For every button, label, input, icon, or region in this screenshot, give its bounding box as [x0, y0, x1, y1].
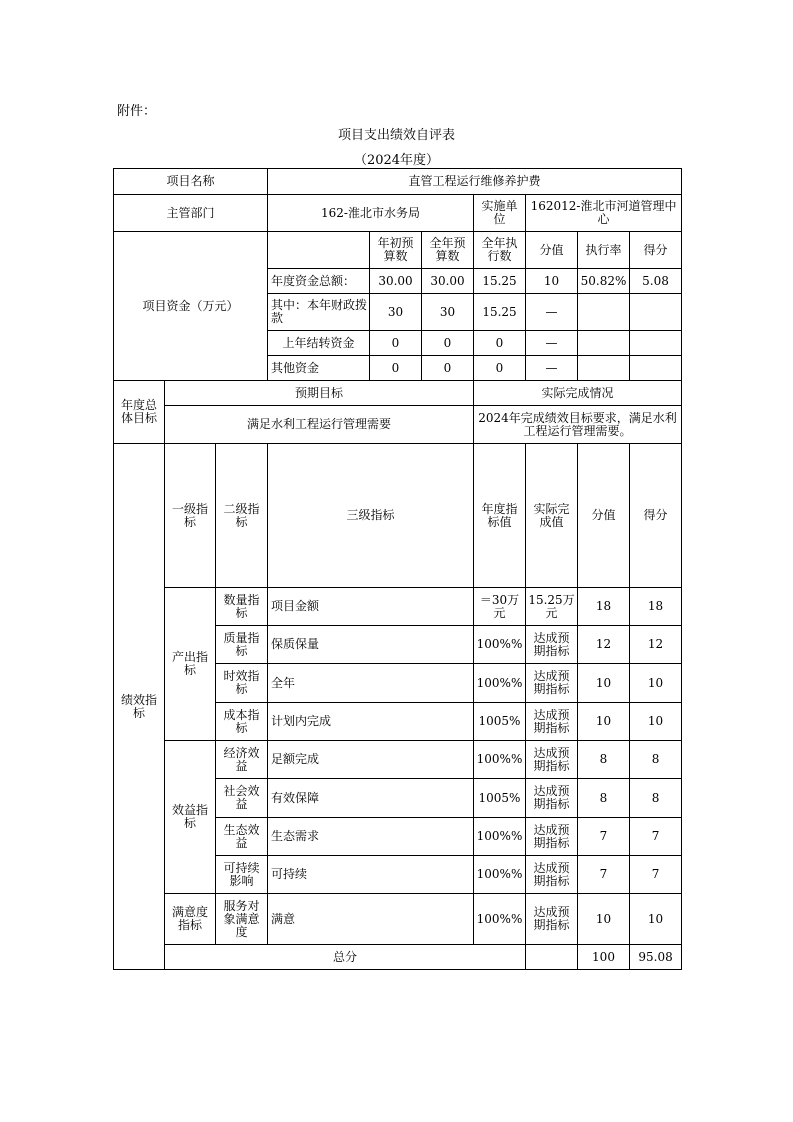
perf-target: 100%%: [474, 626, 526, 664]
perf-level3: 项目金额: [268, 588, 474, 626]
funds-cell: 30.00: [422, 269, 474, 294]
funds-cell: 15.25: [474, 269, 526, 294]
perf-row: [114, 894, 682, 945]
goals-actual-value: 2024年完成绩效目标要求，满足水利工程运行管理需要。: [474, 406, 682, 444]
perf-got: 8: [630, 779, 682, 818]
funds-cell: [578, 331, 630, 356]
funds-cell: 0: [422, 331, 474, 356]
total-blank: [526, 945, 578, 970]
funds-header: 全年预算数: [422, 232, 474, 269]
funds-header: 执行率: [578, 232, 630, 269]
row-total: [114, 945, 682, 970]
funds-header: 分值: [526, 232, 578, 269]
perf-got: 10: [630, 664, 682, 703]
funds-cell: 10: [526, 269, 578, 294]
perf-level2: 服务对象满意度: [216, 894, 268, 945]
row-goals-header: [114, 381, 682, 406]
funds-cell: [630, 294, 682, 331]
perf-row: [114, 741, 682, 779]
perf-actual: 达成预期指标: [526, 894, 578, 945]
funds-cell: 0: [370, 356, 422, 381]
perf-actual: 15.25万元: [526, 588, 578, 626]
funds-row-name: 其他资金: [268, 356, 370, 381]
perf-level2: 成本指标: [216, 703, 268, 741]
perf-actual: 达成预期指标: [526, 626, 578, 664]
perf-level2: 数量指标: [216, 588, 268, 626]
self-evaluation-table: [113, 168, 682, 970]
funds-cell: 15.25: [474, 294, 526, 331]
perf-actual: 达成预期指标: [526, 664, 578, 703]
perf-score: 10: [578, 664, 630, 703]
perf-level2: 质量指标: [216, 626, 268, 664]
funds-cell: [578, 356, 630, 381]
funds-cell: 0: [370, 331, 422, 356]
funds-cell: 30: [422, 294, 474, 331]
perf-level3: 保质保量: [268, 626, 474, 664]
perf-header: 一级指标: [165, 444, 216, 588]
perf-score: 10: [578, 703, 630, 741]
funds-header: 年初预算数: [370, 232, 422, 269]
funds-cell: 0: [422, 356, 474, 381]
perf-score: 8: [578, 741, 630, 779]
perf-score: 18: [578, 588, 630, 626]
perf-target: 100%%: [474, 894, 526, 945]
row-perf-header: [114, 444, 682, 588]
funds-label: 项目资金（万元）: [114, 232, 268, 381]
perf-actual: 达成预期指标: [526, 818, 578, 856]
perf-score: 7: [578, 818, 630, 856]
perf-target: 100%%: [474, 664, 526, 703]
funds-cell: [578, 294, 630, 331]
perf-level1: 产出指标: [165, 588, 216, 741]
perf-target: 100%%: [474, 856, 526, 894]
perf-actual: 达成预期指标: [526, 779, 578, 818]
perf-level1: 效益指标: [165, 741, 216, 894]
report-year: （2024年度）: [353, 153, 440, 168]
perf-level2: 时效指标: [216, 664, 268, 703]
perf-header: 二级指标: [216, 444, 268, 588]
row-goals-values: [114, 406, 682, 444]
perf-target: 100%%: [474, 818, 526, 856]
perf-got: 7: [630, 856, 682, 894]
perf-got: 7: [630, 818, 682, 856]
perf-score: 7: [578, 856, 630, 894]
row-funds-header: [114, 232, 682, 269]
dept-value: 162-淮北市水务局: [268, 195, 474, 232]
funds-cell: [630, 356, 682, 381]
perf-level3: 生态需求: [268, 818, 474, 856]
funds-cell: 0: [474, 356, 526, 381]
perf-level3: 全年: [268, 664, 474, 703]
perf-got: 8: [630, 741, 682, 779]
funds-row-name: 其中：本年财政拨款: [268, 294, 370, 331]
perf-header: 三级指标: [268, 444, 474, 588]
perf-level3: 可持续: [268, 856, 474, 894]
perf-header: 年度指标值: [474, 444, 526, 588]
total-label: 总分: [165, 945, 526, 970]
project-name-value: 直管工程运行维修养护费: [268, 169, 682, 195]
funds-cell: —: [526, 294, 578, 331]
row-project-name: [114, 169, 682, 195]
perf-actual: 达成预期指标: [526, 856, 578, 894]
perf-level3: 有效保障: [268, 779, 474, 818]
perf-header: 分值: [578, 444, 630, 588]
funds-cell: 0: [474, 331, 526, 356]
goals-expected-value: 满足水利工程运行管理需要: [165, 406, 474, 444]
perf-level3: 计划内完成: [268, 703, 474, 741]
funds-cell: 30.00: [370, 269, 422, 294]
goals-label: 年度总体目标: [114, 381, 165, 444]
funds-cell: [630, 331, 682, 356]
perf-target: 100%%: [474, 741, 526, 779]
perf-level1: 满意度指标: [165, 894, 216, 945]
funds-row-name: 上年结转资金: [268, 331, 370, 356]
funds-cell: 5.08: [630, 269, 682, 294]
perf-level2: 可持续影响: [216, 856, 268, 894]
perf-got: 10: [630, 703, 682, 741]
perf-score: 8: [578, 779, 630, 818]
goals-expected-label: 预期目标: [165, 381, 474, 406]
perf-row: [114, 588, 682, 626]
perf-target: ＝30万元: [474, 588, 526, 626]
impl-label: 实施单位: [474, 195, 526, 232]
impl-value: 162012-淮北市河道管理中心: [526, 195, 682, 232]
project-name-label: 项目名称: [114, 169, 268, 195]
perf-target: 1005%: [474, 779, 526, 818]
perf-level2: 社会效益: [216, 779, 268, 818]
perf-level3: 足额完成: [268, 741, 474, 779]
total-got: 95.08: [630, 945, 682, 970]
perf-target: 1005%: [474, 703, 526, 741]
perf-header: 实际完成值: [526, 444, 578, 588]
perf-level2: 经济效益: [216, 741, 268, 779]
page-title: 项目支出绩效自评表: [337, 128, 455, 143]
total-score: 100: [578, 945, 630, 970]
perf-actual: 达成预期指标: [526, 703, 578, 741]
perf-score: 10: [578, 894, 630, 945]
attachment-label: 附件：: [117, 104, 157, 119]
funds-header: 全年执行数: [474, 232, 526, 269]
funds-header: 得分: [630, 232, 682, 269]
funds-cell: —: [526, 356, 578, 381]
funds-header-blank: [268, 232, 370, 269]
perf-score: 12: [578, 626, 630, 664]
goals-actual-label: 实际完成情况: [474, 381, 682, 406]
perf-got: 10: [630, 894, 682, 945]
row-department: [114, 195, 682, 232]
funds-cell: —: [526, 331, 578, 356]
perf-level2: 生态效益: [216, 818, 268, 856]
funds-row-name: 年度资金总额：: [268, 269, 370, 294]
perf-got: 18: [630, 588, 682, 626]
perf-actual: 达成预期指标: [526, 741, 578, 779]
funds-cell: 50.82%: [578, 269, 630, 294]
dept-label: 主管部门: [114, 195, 268, 232]
perf-got: 12: [630, 626, 682, 664]
funds-cell: 30: [370, 294, 422, 331]
perf-label: 绩效指标: [114, 444, 165, 970]
perf-header: 得分: [630, 444, 682, 588]
perf-level3: 满意: [268, 894, 474, 945]
